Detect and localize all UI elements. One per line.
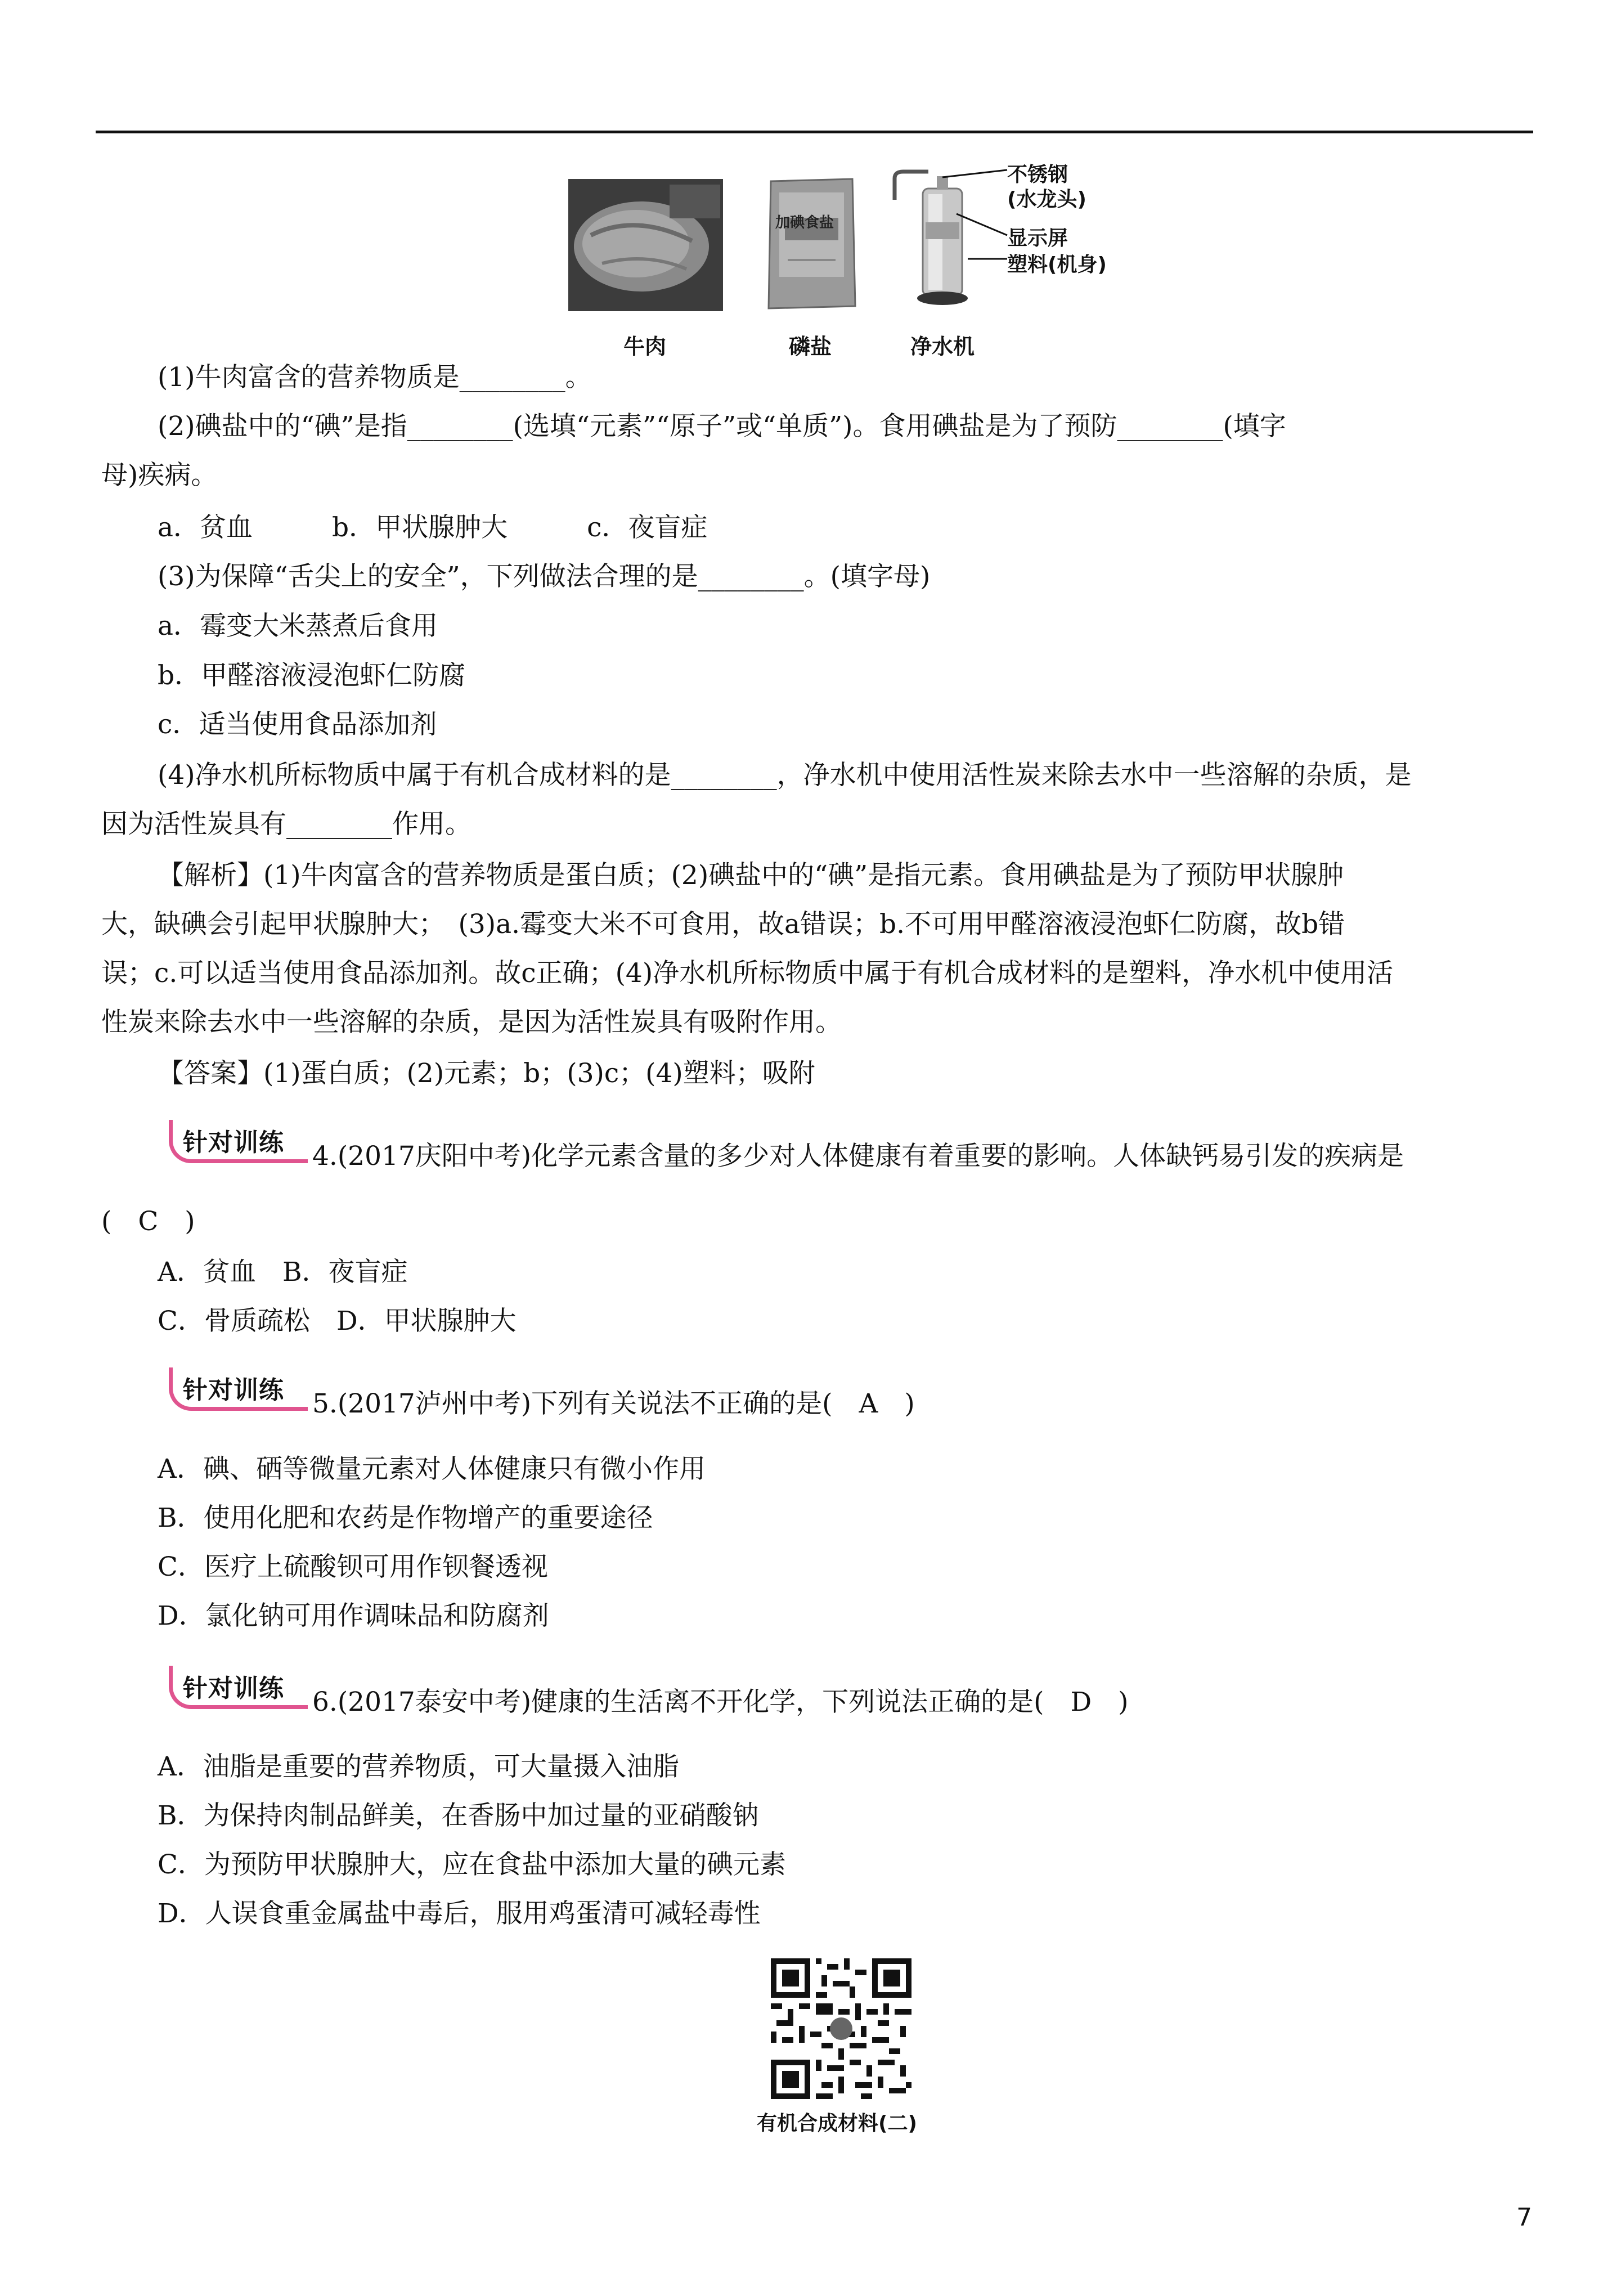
q6-option-b: B．为保持肉制品鲜美，在香肠中加过量的亚硝酸钠: [158, 1800, 759, 1831]
salt-bag-image: [765, 176, 858, 311]
q3-part2-line1: (2)碘盐中的“碘”是指________(选填“元素”“原子”或“单质”)。食用碘盐是为了预防________(填字: [158, 411, 1286, 442]
q3-analysis-line2: 大，缺碘会引起甲状腺肿大； (3)a.霉变大米不可食用，故a错误；b.不可用甲醛溶液浸泡虾仁防腐，故b错: [101, 909, 1345, 940]
q6-option-a: A．油脂是重要的营养物质，可大量摄入油脂: [158, 1751, 679, 1782]
q3-part4-line2: 因为活性炭具有________作用。: [101, 809, 472, 840]
q3-part2-options: a．贫血 b．甲状腺肿大 c．夜盲症: [158, 512, 708, 543]
training-tag-q6: [169, 1666, 315, 1710]
training-tag-q5: [169, 1367, 315, 1411]
q3-analysis-line1: 【解析】(1)牛肉富含的营养物质是蛋白质；(2)碘盐中的“碘”是指元素。食用碘盐是为了预防甲状腺肿: [158, 860, 1344, 891]
q6-stem: 6.(2017泰安中考)健康的生活离不开化学，下列说法正确的是( D ): [312, 1687, 1129, 1717]
q6-option-c: C．为预防甲状腺肿大，应在食盐中添加大量的碘元素: [158, 1849, 786, 1880]
purifier-label-steel: 不锈钢: [1007, 163, 1068, 186]
q3-answer: 【答案】(1)蛋白质；(2)元素；b；(3)c；(4)塑料；吸附: [158, 1058, 815, 1089]
caption-beef: 牛肉: [623, 334, 667, 359]
q4-options-cd: C．骨质疏松 D．甲状腺肿大: [158, 1306, 517, 1337]
q3-part3-option-c: c．适当使用食品添加剂: [158, 709, 437, 740]
salt-bag-text: 加碘食盐: [775, 214, 834, 231]
purifier-label-faucet: (水龙头): [1007, 188, 1086, 211]
q4-answer-bracket: ( C ): [101, 1206, 195, 1237]
q5-stem: 5.(2017泸州中考)下列有关说法不正确的是( A ): [312, 1388, 915, 1419]
page-number: 7: [1516, 2203, 1532, 2232]
tag-label: 针对训练: [183, 1674, 284, 1703]
purifier-leader-lines: [934, 169, 1013, 270]
q6-option-d: D．人误食重金属盐中毒后，服用鸡蛋清可减轻毒性: [158, 1898, 761, 1929]
caption-purifier: 净水机: [910, 334, 975, 359]
q3-part3: (3)为保障“舌尖上的安全”，下列做法合理的是________。(填字母): [158, 561, 931, 592]
qr-caption: 有机合成材料(二): [757, 2112, 917, 2135]
tag-label: 针对训练: [183, 1128, 284, 1157]
q3-part4-line1: (4)净水机所标物质中属于有机合成材料的是________，净水机中使用活性炭来除去水中一些溶解的杂质，是: [158, 760, 1412, 791]
q3-analysis-line4: 性炭来除去水中一些溶解的杂质，是因为活性炭具有吸附作用。: [101, 1007, 842, 1038]
qr-code[interactable]: [771, 1958, 911, 2099]
q4-options-ab: A．贫血 B．夜盲症: [158, 1257, 408, 1288]
beef-photo: [568, 179, 723, 311]
q3-analysis-line3: 误；c.可以适当使用食品添加剂。故c正确；(4)净水机所标物质中属于有机合成材料的是塑料，净水机中使用活: [101, 958, 1394, 989]
q5-option-a: A．碘、硒等微量元素对人体健康只有微小作用: [158, 1454, 706, 1485]
q5-option-c: C．医疗上硫酸钡可用作钡餐透视: [158, 1551, 548, 1582]
caption-salt: 磷盐: [789, 334, 832, 359]
q3-part1: (1)牛肉富含的营养物质是________。: [158, 362, 592, 393]
q3-part3-option-a: a．霉变大米蒸煮后食用: [158, 611, 438, 642]
q5-option-b: B．使用化肥和农药是作物增产的重要途径: [158, 1503, 653, 1533]
tag-label: 针对训练: [183, 1376, 284, 1405]
purifier-label-display: 显示屏: [1007, 227, 1068, 250]
q3-part2-line2: 母)疾病。: [101, 460, 218, 491]
q4-stem: 4.(2017庆阳中考)化学元素含量的多少对人体健康有着重要的影响。人体缺钙易引发的疾病是: [312, 1141, 1404, 1172]
header-rule: [96, 131, 1533, 133]
q3-part3-option-b: b．甲醛溶液浸泡虾仁防腐: [158, 660, 466, 691]
q5-option-d: D．氯化钠可用作调味品和防腐剂: [158, 1600, 549, 1631]
purifier-label-plastic: 塑料(机身): [1007, 253, 1107, 276]
training-tag-q4: [169, 1120, 315, 1164]
